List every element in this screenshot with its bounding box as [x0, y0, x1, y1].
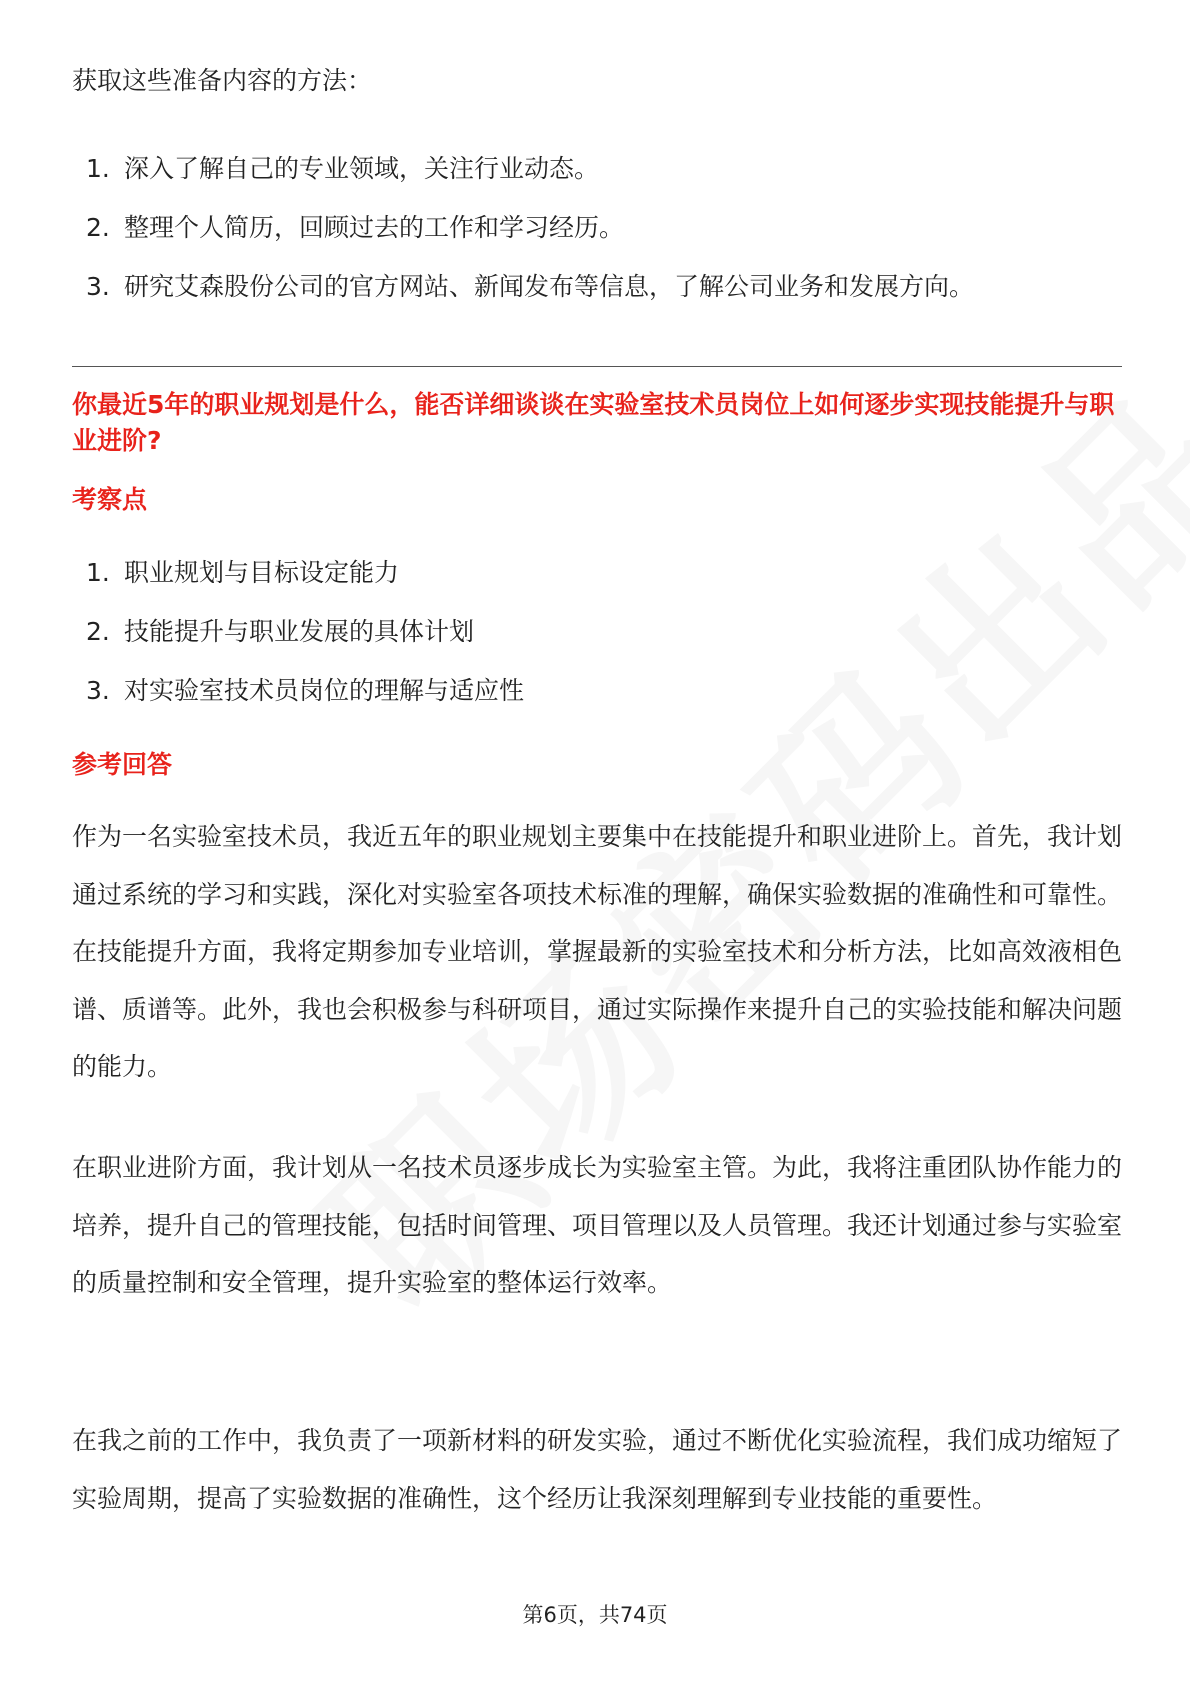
- list-item: [86, 555, 1116, 614]
- prep-methods-list: [86, 151, 1116, 328]
- page-number: 第6页，共74页: [522, 1603, 668, 1627]
- list-item-text: 整理个人简历，回顾过去的工作和学习经历。: [124, 213, 625, 242]
- intro-text: 获取这些准备内容的方法：: [72, 66, 373, 95]
- list-item: [86, 269, 1116, 328]
- answer-paragraph: 在职业进阶方面，我计划从一名技术员逐步成长为实验室主管。为此，我将注重团队协作能力的培养，提升自己的管理技能，包括时间管理、项目管理以及人员管理。我还计划通过参与实验室的质量控制和安全管理，提升实验室的整体运行效率。: [72, 1153, 1123, 1298]
- section-divider: [72, 366, 1122, 367]
- list-number: 3.: [86, 272, 110, 301]
- list-number: 1.: [86, 154, 110, 183]
- answer-paragraph: 在我之前的工作中，我负责了一项新材料的研发实验，通过不断优化实验流程，我们成功缩短了实验周期，提高了实验数据的准确性，这个经历让我深刻理解到专业技能的重要性。: [72, 1426, 1123, 1513]
- list-number: 1.: [86, 558, 110, 587]
- list-item-text: 深入了解自己的专业领域，关注行业动态。: [124, 154, 600, 183]
- list-item-text: 职业规划与目标设定能力: [124, 558, 400, 587]
- list-item: [86, 614, 1116, 673]
- list-number: 2.: [86, 617, 110, 646]
- list-number: 2.: [86, 213, 110, 242]
- list-number: 3.: [86, 676, 110, 705]
- answer-paragraph: 作为一名实验室技术员，我近五年的职业规划主要集中在技能提升和职业进阶上。首先，我计划通过系统的学习和实践，深化对实验室各项技术标准的理解，确保实验数据的准确性和可靠性。在技能提升方面，我将定期参加专业培训，掌握最新的实验室技术和分析方法，比如高效液相色谱、质谱等。此外，我也会积极参与科研项目，通过实际操作来提升自己的实验技能和解决问题的能力。: [72, 822, 1123, 1082]
- question-heading: 你最近5年的职业规划是什么，能否详细谈谈在实验室技术员岗位上如何逐步实现技能提升与职业进阶?: [72, 390, 1115, 455]
- list-item-text: 对实验室技术员岗位的理解与适应性: [124, 676, 525, 705]
- answer-heading: 参考回答: [72, 750, 173, 779]
- list-item: [86, 673, 1116, 732]
- list-item: [86, 210, 1116, 269]
- list-item: [86, 151, 1116, 210]
- points-heading: 考察点: [72, 485, 148, 514]
- assessment-points-list: [86, 555, 1116, 732]
- list-item-text: 研究艾森股份公司的官方网站、新闻发布等信息，了解公司业务和发展方向。: [124, 272, 975, 301]
- list-item-text: 技能提升与职业发展的具体计划: [124, 617, 475, 646]
